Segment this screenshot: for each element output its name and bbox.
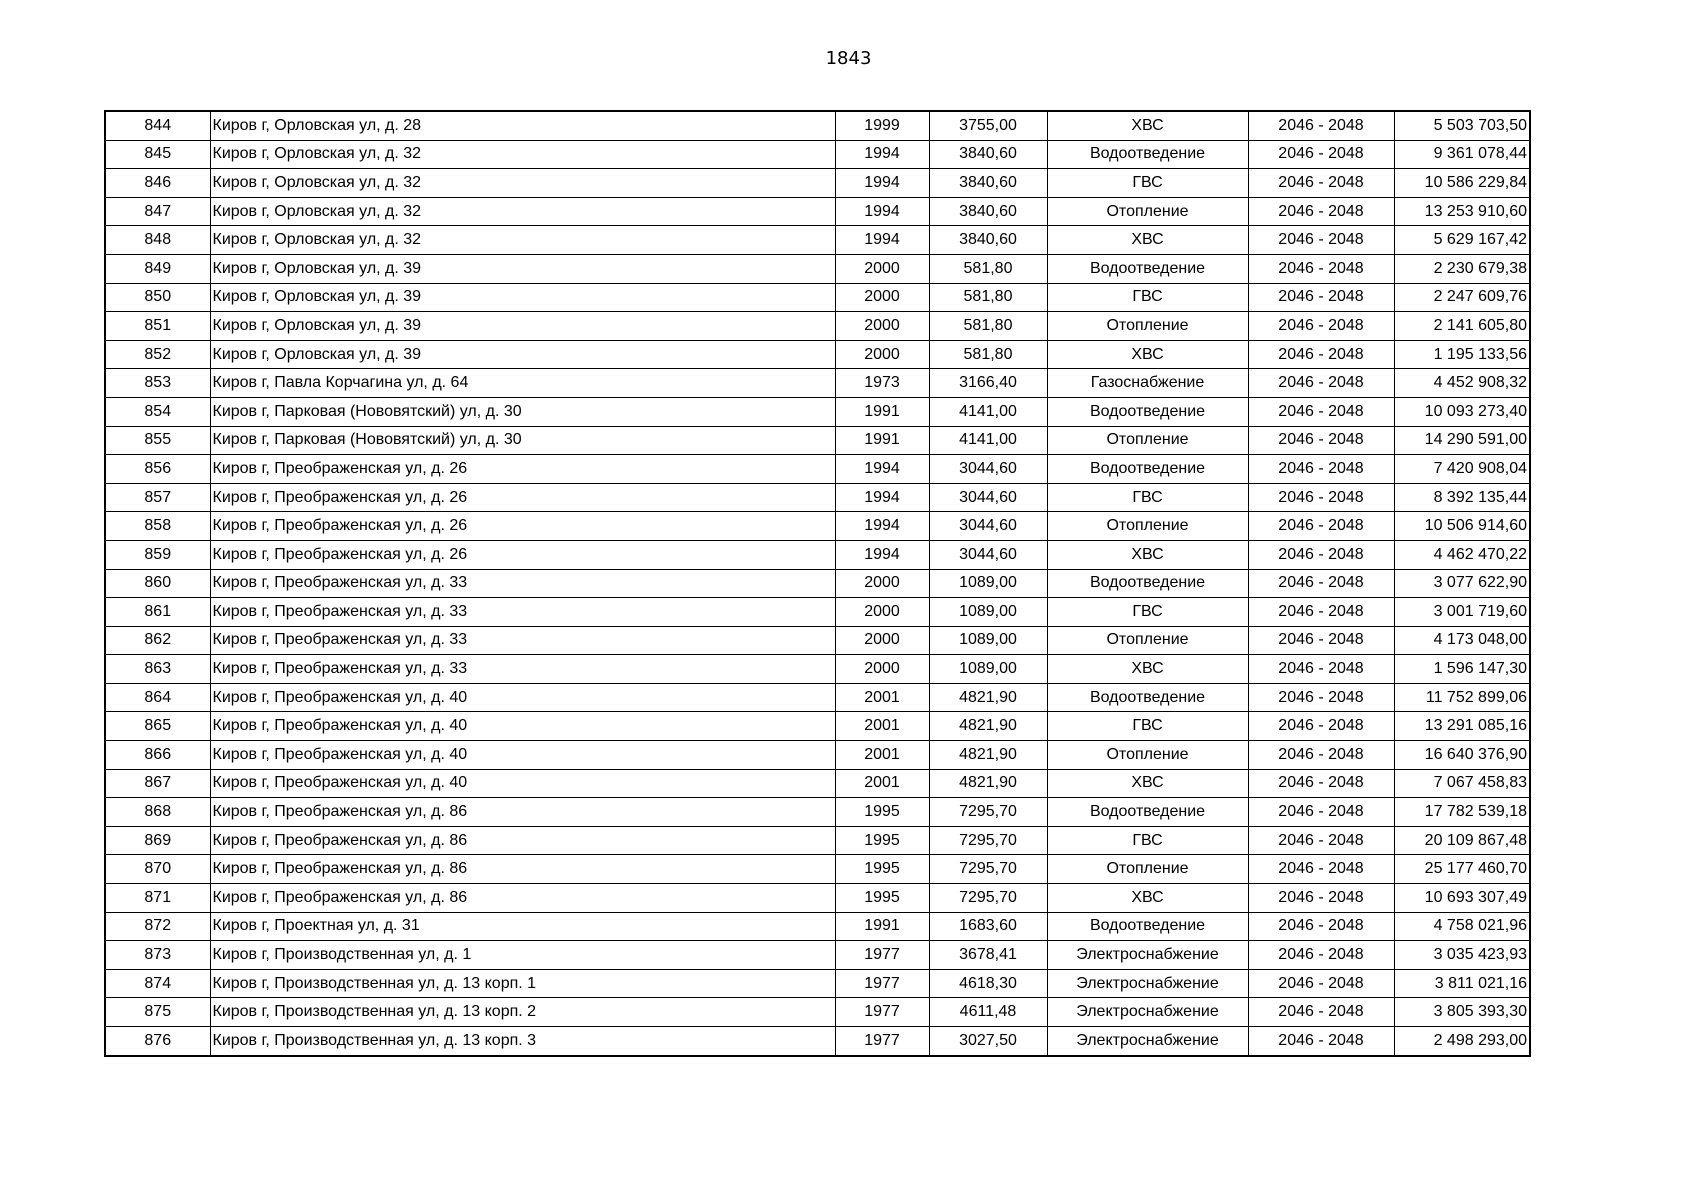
cost-cell: 7 067 458,83 <box>1394 769 1530 798</box>
year-cell: 2000 <box>835 655 929 684</box>
period-cell: 2046 - 2048 <box>1248 683 1394 712</box>
service-cell: Водоотведение <box>1047 254 1248 283</box>
service-cell: Отопление <box>1047 426 1248 455</box>
area-cell: 1089,00 <box>929 655 1047 684</box>
period-cell: 2046 - 2048 <box>1248 283 1394 312</box>
row-number: 870 <box>105 855 210 884</box>
row-number: 856 <box>105 455 210 484</box>
address-cell: Киров г, Преображенская ул, д. 40 <box>210 769 835 798</box>
table-row <box>105 197 1530 226</box>
year-cell: 2000 <box>835 283 929 312</box>
address-cell: Киров г, Орловская ул, д. 39 <box>210 340 835 369</box>
period-cell: 2046 - 2048 <box>1248 426 1394 455</box>
table-row <box>105 683 1530 712</box>
service-cell: ХВС <box>1047 111 1248 140</box>
period-cell: 2046 - 2048 <box>1248 312 1394 341</box>
area-cell: 1683,60 <box>929 912 1047 941</box>
address-cell: Киров г, Орловская ул, д. 39 <box>210 312 835 341</box>
service-cell: Водоотведение <box>1047 912 1248 941</box>
address-cell: Киров г, Преображенская ул, д. 86 <box>210 855 835 884</box>
row-number: 853 <box>105 369 210 398</box>
area-cell: 4821,90 <box>929 683 1047 712</box>
area-cell: 4618,30 <box>929 969 1047 998</box>
period-cell: 2046 - 2048 <box>1248 512 1394 541</box>
area-cell: 3840,60 <box>929 197 1047 226</box>
row-number: 873 <box>105 941 210 970</box>
area-cell: 4821,90 <box>929 769 1047 798</box>
year-cell: 2000 <box>835 312 929 341</box>
year-cell: 2001 <box>835 741 929 770</box>
row-number: 868 <box>105 798 210 827</box>
year-cell: 1994 <box>835 455 929 484</box>
year-cell: 1995 <box>835 884 929 913</box>
period-cell: 2046 - 2048 <box>1248 169 1394 198</box>
year-cell: 1994 <box>835 226 929 255</box>
year-cell: 2001 <box>835 769 929 798</box>
repair-schedule-table <box>104 110 1531 1057</box>
period-cell: 2046 - 2048 <box>1248 884 1394 913</box>
year-cell: 1995 <box>835 855 929 884</box>
row-number: 862 <box>105 626 210 655</box>
period-cell: 2046 - 2048 <box>1248 254 1394 283</box>
table-row <box>105 998 1530 1027</box>
row-number: 874 <box>105 969 210 998</box>
period-cell: 2046 - 2048 <box>1248 1027 1394 1056</box>
cost-cell: 11 752 899,06 <box>1394 683 1530 712</box>
table-row <box>105 769 1530 798</box>
cost-cell: 2 230 679,38 <box>1394 254 1530 283</box>
period-cell: 2046 - 2048 <box>1248 655 1394 684</box>
area-cell: 3044,60 <box>929 540 1047 569</box>
service-cell: ГВС <box>1047 598 1248 627</box>
row-number: 859 <box>105 540 210 569</box>
year-cell: 1977 <box>835 941 929 970</box>
address-cell: Киров г, Преображенская ул, д. 33 <box>210 569 835 598</box>
table-row <box>105 941 1530 970</box>
row-number: 872 <box>105 912 210 941</box>
area-cell: 581,80 <box>929 312 1047 341</box>
period-cell: 2046 - 2048 <box>1248 998 1394 1027</box>
service-cell: Отопление <box>1047 741 1248 770</box>
period-cell: 2046 - 2048 <box>1248 483 1394 512</box>
table-row <box>105 798 1530 827</box>
table-row <box>105 655 1530 684</box>
service-cell: ХВС <box>1047 226 1248 255</box>
table-row <box>105 969 1530 998</box>
row-number: 864 <box>105 683 210 712</box>
address-cell: Киров г, Орловская ул, д. 39 <box>210 254 835 283</box>
area-cell: 3044,60 <box>929 512 1047 541</box>
cost-cell: 4 462 470,22 <box>1394 540 1530 569</box>
service-cell: Отопление <box>1047 312 1248 341</box>
period-cell: 2046 - 2048 <box>1248 111 1394 140</box>
cost-cell: 4 452 908,32 <box>1394 369 1530 398</box>
year-cell: 2001 <box>835 683 929 712</box>
area-cell: 7295,70 <box>929 798 1047 827</box>
table-row <box>105 312 1530 341</box>
address-cell: Киров г, Преображенская ул, д. 40 <box>210 683 835 712</box>
row-number: 858 <box>105 512 210 541</box>
row-number: 855 <box>105 426 210 455</box>
cost-cell: 3 035 423,93 <box>1394 941 1530 970</box>
service-cell: Водоотведение <box>1047 140 1248 169</box>
area-cell: 1089,00 <box>929 598 1047 627</box>
row-number: 851 <box>105 312 210 341</box>
row-number: 844 <box>105 111 210 140</box>
row-number: 867 <box>105 769 210 798</box>
table-row <box>105 512 1530 541</box>
address-cell: Киров г, Преображенская ул, д. 33 <box>210 655 835 684</box>
year-cell: 1973 <box>835 369 929 398</box>
table-row <box>105 254 1530 283</box>
period-cell: 2046 - 2048 <box>1248 140 1394 169</box>
period-cell: 2046 - 2048 <box>1248 569 1394 598</box>
area-cell: 3044,60 <box>929 483 1047 512</box>
cost-cell: 10 693 307,49 <box>1394 884 1530 913</box>
period-cell: 2046 - 2048 <box>1248 397 1394 426</box>
table-row <box>105 626 1530 655</box>
period-cell: 2046 - 2048 <box>1248 969 1394 998</box>
area-cell: 1089,00 <box>929 569 1047 598</box>
cost-cell: 3 001 719,60 <box>1394 598 1530 627</box>
period-cell: 2046 - 2048 <box>1248 855 1394 884</box>
area-cell: 3755,00 <box>929 111 1047 140</box>
period-cell: 2046 - 2048 <box>1248 798 1394 827</box>
row-number: 876 <box>105 1027 210 1056</box>
address-cell: Киров г, Преображенская ул, д. 26 <box>210 455 835 484</box>
service-cell: Отопление <box>1047 626 1248 655</box>
service-cell: ХВС <box>1047 540 1248 569</box>
address-cell: Киров г, Производственная ул, д. 13 корп. 3 <box>210 1027 835 1056</box>
table-row <box>105 483 1530 512</box>
year-cell: 1994 <box>835 512 929 541</box>
cost-cell: 16 640 376,90 <box>1394 741 1530 770</box>
year-cell: 2000 <box>835 598 929 627</box>
service-cell: ХВС <box>1047 884 1248 913</box>
area-cell: 581,80 <box>929 254 1047 283</box>
period-cell: 2046 - 2048 <box>1248 826 1394 855</box>
service-cell: Водоотведение <box>1047 397 1248 426</box>
area-cell: 3044,60 <box>929 455 1047 484</box>
row-number: 875 <box>105 998 210 1027</box>
row-number: 871 <box>105 884 210 913</box>
area-cell: 3840,60 <box>929 226 1047 255</box>
year-cell: 1991 <box>835 397 929 426</box>
year-cell: 2000 <box>835 340 929 369</box>
service-cell: Водоотведение <box>1047 569 1248 598</box>
period-cell: 2046 - 2048 <box>1248 340 1394 369</box>
table-row <box>105 598 1530 627</box>
address-cell: Киров г, Преображенская ул, д. 40 <box>210 741 835 770</box>
row-number: 848 <box>105 226 210 255</box>
cost-cell: 2 498 293,00 <box>1394 1027 1530 1056</box>
cost-cell: 3 077 622,90 <box>1394 569 1530 598</box>
table-row <box>105 540 1530 569</box>
year-cell: 1995 <box>835 826 929 855</box>
year-cell: 1995 <box>835 798 929 827</box>
address-cell: Киров г, Преображенская ул, д. 86 <box>210 798 835 827</box>
table-row <box>105 369 1530 398</box>
service-cell: ХВС <box>1047 655 1248 684</box>
period-cell: 2046 - 2048 <box>1248 912 1394 941</box>
year-cell: 2001 <box>835 712 929 741</box>
period-cell: 2046 - 2048 <box>1248 941 1394 970</box>
row-number: 860 <box>105 569 210 598</box>
cost-cell: 5 503 703,50 <box>1394 111 1530 140</box>
cost-cell: 10 586 229,84 <box>1394 169 1530 198</box>
table-body <box>105 111 1530 1056</box>
cost-cell: 25 177 460,70 <box>1394 855 1530 884</box>
table-row <box>105 397 1530 426</box>
service-cell: Электроснабжение <box>1047 1027 1248 1056</box>
cost-cell: 8 392 135,44 <box>1394 483 1530 512</box>
period-cell: 2046 - 2048 <box>1248 598 1394 627</box>
table-row <box>105 426 1530 455</box>
address-cell: Киров г, Преображенская ул, д. 33 <box>210 626 835 655</box>
area-cell: 7295,70 <box>929 826 1047 855</box>
year-cell: 1977 <box>835 1027 929 1056</box>
address-cell: Киров г, Преображенская ул, д. 86 <box>210 884 835 913</box>
table-row <box>105 283 1530 312</box>
table-row <box>105 569 1530 598</box>
address-cell: Киров г, Преображенская ул, д. 33 <box>210 598 835 627</box>
area-cell: 1089,00 <box>929 626 1047 655</box>
period-cell: 2046 - 2048 <box>1248 369 1394 398</box>
period-cell: 2046 - 2048 <box>1248 712 1394 741</box>
service-cell: Водоотведение <box>1047 683 1248 712</box>
area-cell: 4821,90 <box>929 712 1047 741</box>
year-cell: 2000 <box>835 254 929 283</box>
area-cell: 4141,00 <box>929 426 1047 455</box>
address-cell: Киров г, Орловская ул, д. 32 <box>210 169 835 198</box>
year-cell: 1977 <box>835 969 929 998</box>
row-number: 849 <box>105 254 210 283</box>
period-cell: 2046 - 2048 <box>1248 626 1394 655</box>
table-row <box>105 912 1530 941</box>
table-row <box>105 1027 1530 1056</box>
service-cell: Отопление <box>1047 197 1248 226</box>
year-cell: 1991 <box>835 912 929 941</box>
row-number: 850 <box>105 283 210 312</box>
year-cell: 1994 <box>835 197 929 226</box>
row-number: 852 <box>105 340 210 369</box>
address-cell: Киров г, Орловская ул, д. 39 <box>210 283 835 312</box>
service-cell: Отопление <box>1047 855 1248 884</box>
cost-cell: 20 109 867,48 <box>1394 826 1530 855</box>
table-row <box>105 855 1530 884</box>
table-row <box>105 826 1530 855</box>
year-cell: 2000 <box>835 569 929 598</box>
service-cell: ГВС <box>1047 283 1248 312</box>
area-cell: 7295,70 <box>929 855 1047 884</box>
address-cell: Киров г, Орловская ул, д. 32 <box>210 140 835 169</box>
table-row <box>105 712 1530 741</box>
area-cell: 4141,00 <box>929 397 1047 426</box>
address-cell: Киров г, Преображенская ул, д. 26 <box>210 540 835 569</box>
service-cell: Электроснабжение <box>1047 941 1248 970</box>
period-cell: 2046 - 2048 <box>1248 226 1394 255</box>
address-cell: Киров г, Орловская ул, д. 28 <box>210 111 835 140</box>
period-cell: 2046 - 2048 <box>1248 455 1394 484</box>
service-cell: ГВС <box>1047 483 1248 512</box>
row-number: 847 <box>105 197 210 226</box>
row-number: 845 <box>105 140 210 169</box>
service-cell: Водоотведение <box>1047 798 1248 827</box>
cost-cell: 3 805 393,30 <box>1394 998 1530 1027</box>
address-cell: Киров г, Орловская ул, д. 32 <box>210 197 835 226</box>
year-cell: 1994 <box>835 140 929 169</box>
year-cell: 1999 <box>835 111 929 140</box>
cost-cell: 4 173 048,00 <box>1394 626 1530 655</box>
address-cell: Киров г, Производственная ул, д. 13 корп. 2 <box>210 998 835 1027</box>
address-cell: Киров г, Парковая (Нововятский) ул, д. 30 <box>210 426 835 455</box>
address-cell: Киров г, Орловская ул, д. 32 <box>210 226 835 255</box>
table-row <box>105 741 1530 770</box>
address-cell: Киров г, Производственная ул, д. 1 <box>210 941 835 970</box>
cost-cell: 1 596 147,30 <box>1394 655 1530 684</box>
service-cell: Водоотведение <box>1047 455 1248 484</box>
table-row <box>105 340 1530 369</box>
cost-cell: 17 782 539,18 <box>1394 798 1530 827</box>
address-cell: Киров г, Проектная ул, д. 31 <box>210 912 835 941</box>
table-row <box>105 884 1530 913</box>
table-row <box>105 226 1530 255</box>
area-cell: 3166,40 <box>929 369 1047 398</box>
cost-cell: 9 361 078,44 <box>1394 140 1530 169</box>
cost-cell: 5 629 167,42 <box>1394 226 1530 255</box>
year-cell: 1977 <box>835 998 929 1027</box>
area-cell: 581,80 <box>929 283 1047 312</box>
service-cell: ГВС <box>1047 169 1248 198</box>
period-cell: 2046 - 2048 <box>1248 540 1394 569</box>
service-cell: Электроснабжение <box>1047 998 1248 1027</box>
area-cell: 4611,48 <box>929 998 1047 1027</box>
service-cell: ХВС <box>1047 769 1248 798</box>
row-number: 846 <box>105 169 210 198</box>
cost-cell: 10 093 273,40 <box>1394 397 1530 426</box>
table-row <box>105 111 1530 140</box>
year-cell: 1994 <box>835 483 929 512</box>
area-cell: 3840,60 <box>929 140 1047 169</box>
address-cell: Киров г, Преображенская ул, д. 26 <box>210 512 835 541</box>
address-cell: Киров г, Преображенская ул, д. 86 <box>210 826 835 855</box>
service-cell: ГВС <box>1047 826 1248 855</box>
service-cell: Отопление <box>1047 512 1248 541</box>
table-row <box>105 140 1530 169</box>
table-row <box>105 455 1530 484</box>
address-cell: Киров г, Преображенская ул, д. 26 <box>210 483 835 512</box>
table-row <box>105 169 1530 198</box>
service-cell: Электроснабжение <box>1047 969 1248 998</box>
service-cell: ГВС <box>1047 712 1248 741</box>
row-number: 866 <box>105 741 210 770</box>
area-cell: 3678,41 <box>929 941 1047 970</box>
service-cell: ХВС <box>1047 340 1248 369</box>
cost-cell: 2 247 609,76 <box>1394 283 1530 312</box>
cost-cell: 1 195 133,56 <box>1394 340 1530 369</box>
row-number: 865 <box>105 712 210 741</box>
row-number: 869 <box>105 826 210 855</box>
area-cell: 581,80 <box>929 340 1047 369</box>
cost-cell: 7 420 908,04 <box>1394 455 1530 484</box>
period-cell: 2046 - 2048 <box>1248 769 1394 798</box>
address-cell: Киров г, Преображенская ул, д. 40 <box>210 712 835 741</box>
cost-cell: 10 506 914,60 <box>1394 512 1530 541</box>
service-cell: Газоснабжение <box>1047 369 1248 398</box>
cost-cell: 13 291 085,16 <box>1394 712 1530 741</box>
cost-cell: 2 141 605,80 <box>1394 312 1530 341</box>
address-cell: Киров г, Парковая (Нововятский) ул, д. 30 <box>210 397 835 426</box>
year-cell: 1994 <box>835 540 929 569</box>
cost-cell: 14 290 591,00 <box>1394 426 1530 455</box>
year-cell: 1994 <box>835 169 929 198</box>
cost-cell: 13 253 910,60 <box>1394 197 1530 226</box>
period-cell: 2046 - 2048 <box>1248 197 1394 226</box>
row-number: 857 <box>105 483 210 512</box>
address-cell: Киров г, Павла Корчагина ул, д. 64 <box>210 369 835 398</box>
row-number: 861 <box>105 598 210 627</box>
area-cell: 3027,50 <box>929 1027 1047 1056</box>
cost-cell: 3 811 021,16 <box>1394 969 1530 998</box>
row-number: 863 <box>105 655 210 684</box>
area-cell: 7295,70 <box>929 884 1047 913</box>
page-number: 1843 <box>825 48 872 69</box>
period-cell: 2046 - 2048 <box>1248 741 1394 770</box>
cost-cell: 4 758 021,96 <box>1394 912 1530 941</box>
area-cell: 3840,60 <box>929 169 1047 198</box>
year-cell: 2000 <box>835 626 929 655</box>
address-cell: Киров г, Производственная ул, д. 13 корп. 1 <box>210 969 835 998</box>
year-cell: 1991 <box>835 426 929 455</box>
row-number: 854 <box>105 397 210 426</box>
area-cell: 4821,90 <box>929 741 1047 770</box>
